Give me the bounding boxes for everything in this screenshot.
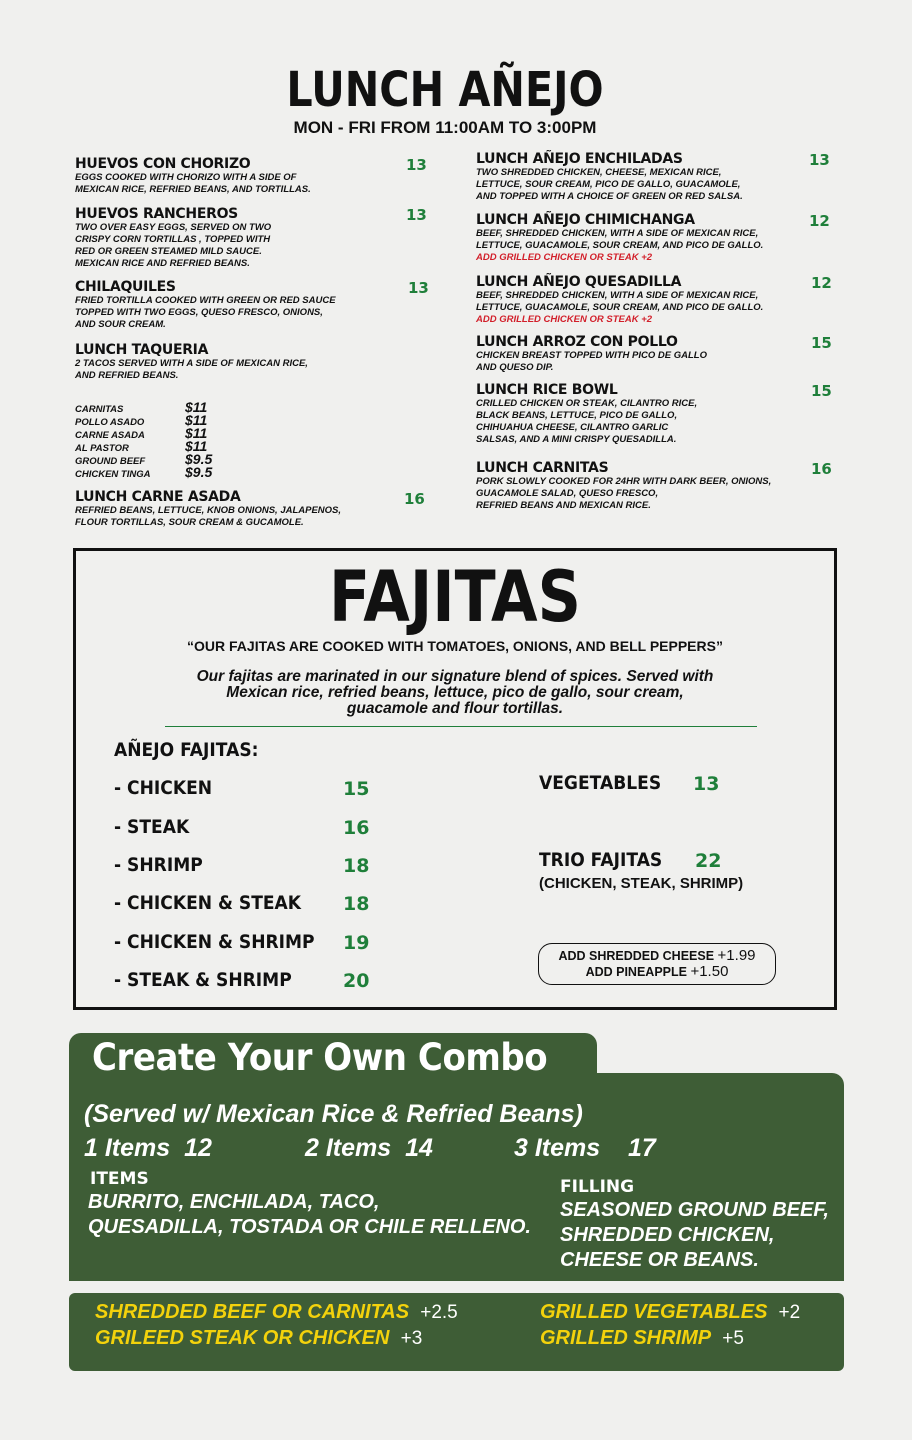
menu-item [476, 460, 771, 512]
item-desc: SALSAS, AND A MINI CRISPY QUESADILLA. [476, 434, 677, 445]
item-name: LUNCH CARNITAS [476, 460, 609, 476]
fajita-label: - CHICKEN [114, 777, 213, 799]
menu-item [476, 334, 707, 374]
addon-note: ADD GRILLED CHICKEN OR STEAK +2 [476, 252, 653, 263]
extra-item [95, 1327, 422, 1350]
item-name: CHILAQUILES [75, 279, 176, 295]
extra-price: +2.5 [420, 1302, 458, 1323]
divider [165, 726, 757, 727]
menu-item [476, 212, 763, 264]
size-price: 17 [627, 1134, 656, 1162]
item-desc: LETTUCE, SOUR CREAM, PICO DE GALLO, GUACAMOLE, [476, 179, 741, 190]
item-desc: TOPPED WITH TWO EGGS, QUESO FRESCO, ONIONS, [75, 307, 323, 318]
desc-line: Mexican rice, refried beans, lettuce, pico de gallo, sour cream, [226, 684, 684, 701]
taco-price: $11 [185, 412, 208, 428]
item-desc: BEEF, SHREDDED CHICKEN, WITH A SIDE OF MEXICAN RICE, [476, 290, 759, 301]
taco-price: $11 [185, 399, 208, 415]
extra-label: GRILEED STEAK OR CHICKEN [95, 1327, 390, 1349]
item-price: 15 [811, 334, 832, 352]
item-name: LUNCH AÑEJO CHIMICHANGA [476, 212, 695, 228]
extra-label: GRILLED SHRIMP [540, 1327, 712, 1349]
desc-line: guacamole and flour tortillas. [346, 700, 564, 717]
item-name: LUNCH AÑEJO ENCHILADAS [476, 151, 683, 167]
item-desc: LETTUCE, GUACAMOLE, SOUR CREAM, AND PICO DE GALLO. [476, 240, 764, 251]
extra-price: +5 [722, 1328, 744, 1349]
combo-size [84, 1134, 212, 1163]
trio-price: 22 [695, 850, 722, 872]
items-line: QUESADILLA, TOSTADA OR CHILE RELLENO. [88, 1216, 531, 1238]
item-name: HUEVOS RANCHEROS [75, 206, 238, 222]
fajitas-quote: “OUR FAJITAS ARE COOKED WITH TOMATOES, ONIONS, AND BELL PEPPERS” [187, 638, 723, 654]
extra-label: SHREDDED BEEF OR CARNITAS [95, 1301, 410, 1323]
trio-sub: (CHICKEN, STEAK, SHRIMP) [539, 875, 744, 892]
item-desc: GUACAMOLE SALAD, QUESO FRESCO, [476, 488, 659, 499]
filling-list [560, 1198, 829, 1273]
size-label: 2 Items [305, 1134, 392, 1162]
extra-price: +2 [778, 1302, 801, 1323]
fajita-price: 19 [343, 932, 370, 954]
item-name: LUNCH AÑEJO QUESADILLA [476, 274, 682, 290]
item-price: 16 [404, 490, 425, 508]
size-label: 1 Items [84, 1134, 171, 1162]
item-desc: BEEF, SHREDDED CHICKEN, WITH A SIDE OF MEXICAN RICE, [476, 228, 759, 239]
combo-title: Create Your Own Combo [92, 1036, 548, 1079]
item-desc: MEXICAN RICE AND REFRIED BEANS. [75, 258, 250, 269]
item-desc: TWO SHREDDED CHICKEN, CHEESE, MEXICAN RICE, [476, 167, 722, 178]
taco-name: AL PASTOR [75, 443, 129, 454]
taco-name: GROUND BEEF [75, 456, 146, 467]
taco-price: $9.5 [185, 464, 213, 480]
filling-line: SEASONED GROUND BEEF, [560, 1199, 829, 1221]
fajita-label: - CHICKEN & STEAK [114, 892, 302, 914]
menu-item [476, 151, 743, 203]
item-desc: 2 TACOS SERVED WITH A SIDE OF MEXICAN RICE, [75, 358, 308, 369]
fajita-price: 15 [343, 778, 370, 800]
item-desc: CHIHUAHUA CHEESE, CILANTRO GARLIC [476, 422, 669, 433]
item-desc: REFRIED BEANS, LETTUCE, KNOB ONIONS, JALAPENOS, [75, 505, 342, 516]
menu-item [476, 274, 763, 326]
items-line: BURRITO, ENCHILADA, TACO, [88, 1191, 380, 1213]
fajitas-description [150, 669, 760, 717]
fajitas-heading: AÑEJO FAJITAS: [114, 739, 259, 761]
taco-name: CARNITAS [75, 404, 124, 415]
item-desc: CHICKEN BREAST TOPPED WITH PICO DE GALLO [476, 350, 708, 361]
item-desc: BLACK BEANS, LETTUCE, PICO DE GALLO, [476, 410, 678, 421]
combo-size [305, 1134, 433, 1163]
trio-label: TRIO FAJITAS [539, 849, 663, 871]
vegetables-price: 13 [693, 773, 720, 795]
fajita-label: - SHRIMP [114, 854, 203, 876]
item-desc: FLOUR TORTILLAS, SOUR CREAM & GUCAMOLE. [75, 517, 304, 528]
item-price: 15 [811, 382, 832, 400]
item-desc: AND TOPPED WITH A CHOICE OF GREEN OR RED SALSA. [476, 191, 743, 202]
item-price: 12 [811, 274, 832, 292]
item-desc: CRISPY CORN TORTILLAS , TOPPED WITH [75, 234, 271, 245]
taco-price: $11 [185, 438, 208, 454]
taco-name: CHICKEN TINGA [75, 469, 151, 480]
items-heading: ITEMS [90, 1169, 149, 1189]
item-desc: RED OR GREEN STEAMED MILD SAUCE. [75, 246, 262, 257]
item-name: HUEVOS CON CHORIZO [75, 156, 251, 172]
extra-item [95, 1301, 458, 1324]
item-price: 13 [809, 151, 830, 169]
menu-item [75, 489, 341, 529]
filling-line: SHREDDED CHICKEN, [560, 1224, 775, 1246]
addon-label: ADD SHREDDED CHEESE [558, 949, 715, 963]
extra-label: GRILLED VEGETABLES [540, 1301, 768, 1323]
addon-row [539, 948, 775, 964]
fajitas-title: FAJITAS [329, 556, 581, 638]
fajita-price: 18 [343, 855, 370, 877]
fajita-price: 18 [343, 893, 370, 915]
taco-price: $9.5 [185, 451, 213, 467]
item-name: LUNCH RICE BOWL [476, 382, 618, 398]
item-price: 16 [811, 460, 832, 478]
item-desc: LETTUCE, GUACAMOLE, SOUR CREAM, AND PICO DE GALLO. [476, 302, 764, 313]
taco-list [75, 399, 235, 480]
item-desc: AND REFRIED BEANS. [75, 370, 179, 381]
item-desc: CRILLED CHICKEN OR STEAK, CILANTRO RICE, [476, 398, 698, 409]
item-desc: AND SOUR CREAM. [75, 319, 166, 330]
addon-price: +1.99 [717, 947, 756, 964]
item-desc: AND QUESO DIP. [476, 362, 554, 373]
fajita-label: - CHICKEN & SHRIMP [114, 931, 315, 953]
item-price: 13 [408, 279, 429, 297]
size-price: 14 [405, 1134, 433, 1162]
vegetables-label: VEGETABLES [539, 772, 662, 794]
item-desc: PORK SLOWLY COOKED FOR 24HR WITH DARK BEER, ONIONS, [476, 476, 772, 487]
lunch-hours: MON - FRI FROM 11:00AM TO 3:00PM [293, 118, 597, 137]
addon-price: +1.50 [690, 963, 729, 980]
item-name: LUNCH TAQUERIA [75, 342, 209, 358]
taco-name: CARNE ASADA [75, 430, 145, 441]
combo-size [514, 1134, 656, 1163]
item-price: 12 [809, 212, 830, 230]
addon-row [539, 964, 775, 980]
size-label: 3 Items [514, 1134, 601, 1162]
taco-name: POLLO ASADO [75, 417, 145, 428]
desc-line: Our fajitas are marinated in our signature blend of spices. Served with [196, 668, 714, 685]
items-list [88, 1190, 531, 1240]
item-price: 13 [406, 156, 427, 174]
item-desc: TWO OVER EASY EGGS, SERVED ON TWO [75, 222, 272, 233]
menu-item [75, 279, 336, 331]
fajita-price: 20 [343, 970, 370, 992]
fajita-price: 16 [343, 817, 370, 839]
taco-row [75, 399, 235, 415]
addon-note: ADD GRILLED CHICKEN OR STEAK +2 [476, 314, 653, 325]
menu-item [75, 342, 308, 382]
addon-label: ADD PINEAPPLE [585, 965, 687, 979]
fajita-label: - STEAK & SHRIMP [114, 969, 292, 991]
item-desc: EGGS COOKED WITH CHORIZO WITH A SIDE OF [75, 172, 297, 183]
size-price: 12 [184, 1134, 212, 1162]
item-desc: FRIED TORTILLA COOKED WITH GREEN OR RED SAUCE [75, 295, 336, 306]
menu-item [75, 156, 311, 196]
filling-heading: FILLING [560, 1177, 635, 1197]
extra-price: +3 [400, 1328, 423, 1349]
fajita-label: - STEAK [114, 816, 190, 838]
item-desc: MEXICAN RICE, REFRIED BEANS, AND TORTILLAS. [75, 184, 311, 195]
extra-item [540, 1301, 800, 1324]
menu-title: LUNCH AÑEJO [286, 62, 604, 118]
taco-price: $11 [185, 425, 208, 441]
filling-line: CHEESE OR BEANS. [560, 1249, 759, 1271]
menu-item [476, 382, 697, 446]
item-desc: REFRIED BEANS AND MEXICAN RICE. [476, 500, 651, 511]
fajita-addons [538, 943, 776, 985]
item-price: 13 [406, 206, 427, 224]
combo-served: (Served w/ Mexican Rice & Refried Beans) [84, 1100, 583, 1128]
item-name: LUNCH ARROZ CON POLLO [476, 334, 678, 350]
menu-item [75, 206, 271, 270]
extra-item [540, 1327, 744, 1350]
item-name: LUNCH CARNE ASADA [75, 489, 241, 505]
